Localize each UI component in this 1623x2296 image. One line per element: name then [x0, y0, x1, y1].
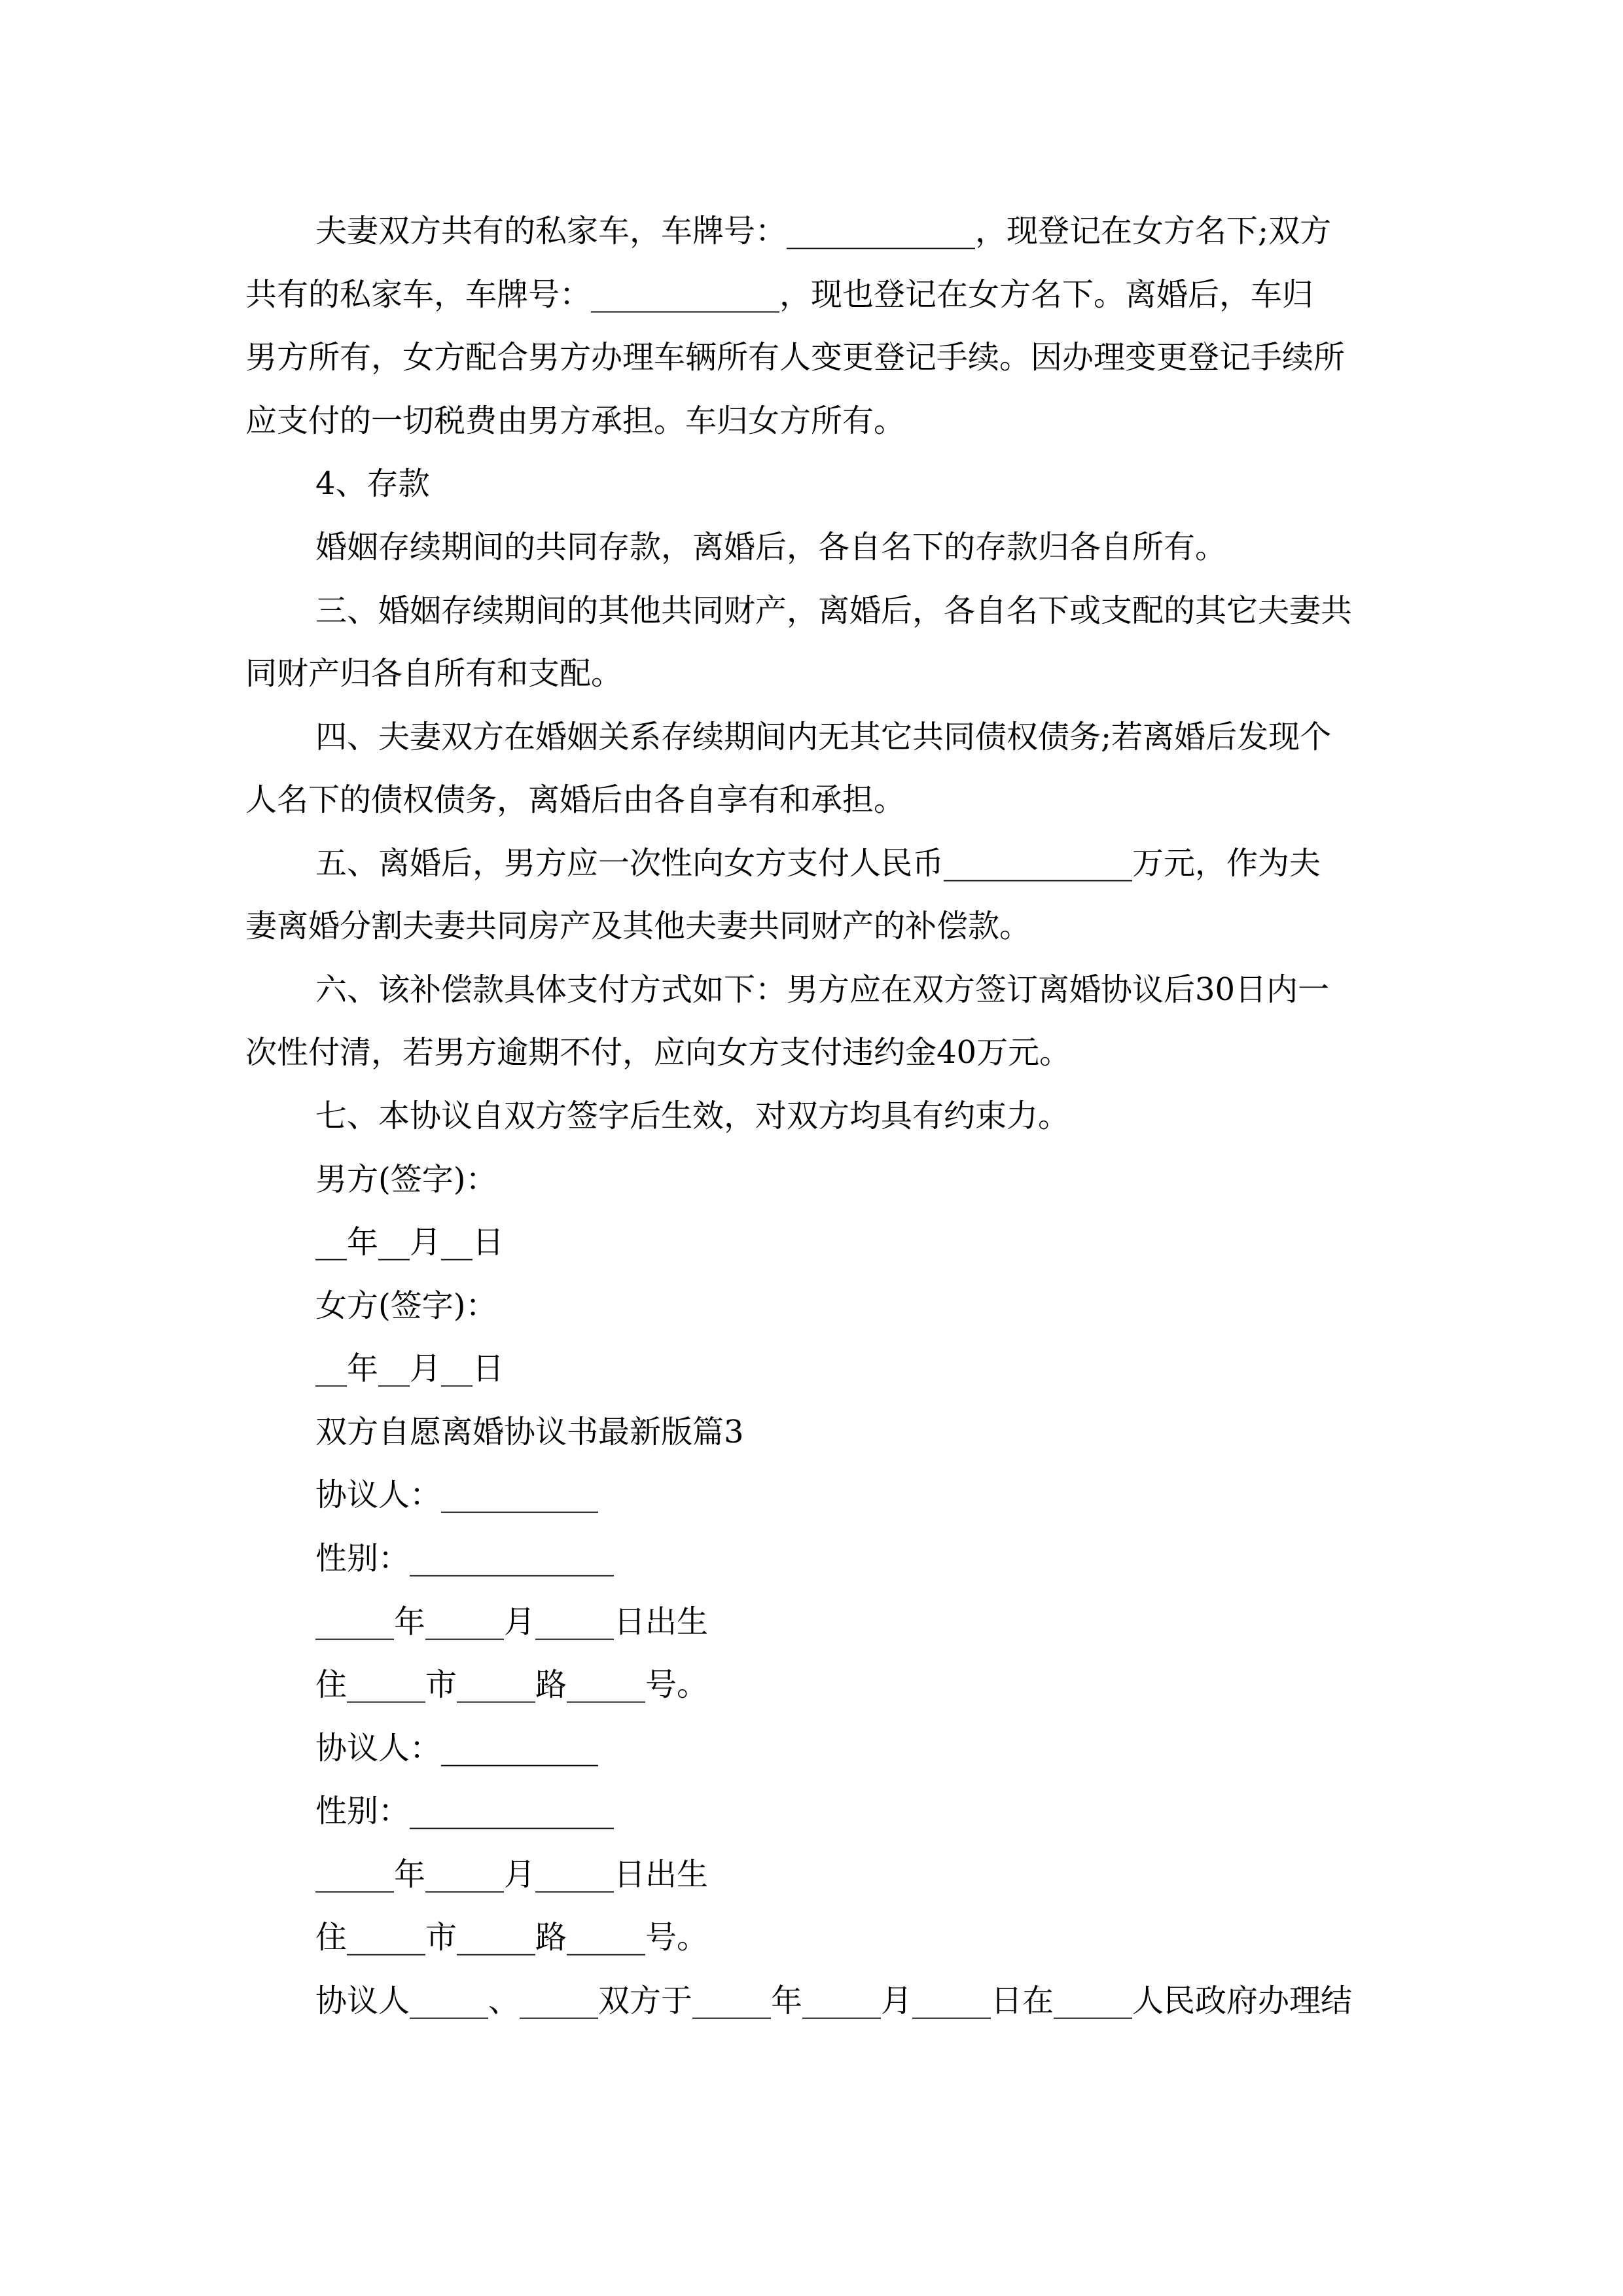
paragraph-line: 同财产归各自所有和支配。	[245, 655, 623, 692]
signature-label-female: 女方(签字)：	[315, 1287, 497, 1324]
paragraph-line: 夫妻双方共有的私家车，车牌号：____________，现登记在女方名下;双方	[315, 213, 1332, 249]
paragraph-line: 四、夫妻双方在婚姻关系存续期间内无其它共同债权债务;若离婚后发现个	[315, 719, 1332, 755]
paragraph-line: 人名下的债权债务，离婚后由各自享有和承担。	[245, 781, 906, 818]
paragraph-line: 三、婚姻存续期间的其他共同财产，离婚后，各自名下或支配的其它夫妻共	[315, 592, 1353, 629]
signature-date-female: __年__月__日	[315, 1350, 505, 1387]
paragraph-line: 婚姻存续期间的共同存款，离婚后，各自名下的存款归各自所有。	[315, 529, 1227, 565]
section-heading: 4、存款	[315, 465, 430, 502]
paragraph-line: 七、本协议自双方签字后生效，对双方均具有约束力。	[315, 1098, 1070, 1134]
signature-label-male: 男方(签字)：	[315, 1161, 497, 1198]
party-name-field: 协议人：__________	[315, 1477, 599, 1513]
paragraph-line: 五、离婚后，男方应一次性向女方支付人民币____________万元，作为夫	[315, 845, 1321, 882]
party-gender-field: 性别：_____________	[315, 1540, 615, 1577]
party-address-field: 住_____市_____路_____号。	[315, 1666, 709, 1703]
party-birth-field: _____年_____月_____日出生	[315, 1856, 709, 1893]
signature-date-male: __年__月__日	[315, 1224, 505, 1261]
party-birth-field: _____年_____月_____日出生	[315, 1604, 709, 1640]
paragraph-line: 共有的私家车，车牌号：____________，现也登记在女方名下。离婚后，车归	[245, 276, 1314, 313]
paragraph-line: 协议人_____、_____双方于_____年_____月_____日在_____人民政府办理结	[315, 1982, 1353, 2019]
paragraph-line: 次性付清，若男方逾期不付，应向女方支付违约金40万元。	[245, 1034, 1071, 1071]
party-gender-field: 性别：_____________	[315, 1793, 615, 1829]
party-name-field: 协议人：__________	[315, 1730, 599, 1767]
paragraph-line: 妻离婚分割夫妻共同房产及其他夫妻共同财产的补偿款。	[245, 908, 1031, 944]
paragraph-line: 应支付的一切税费由男方承担。车归女方所有。	[245, 403, 906, 439]
party-address-field: 住_____市_____路_____号。	[315, 1919, 709, 1956]
paragraph-line: 六、该补偿款具体支付方式如下：男方应在双方签订离婚协议后30日内一	[315, 971, 1330, 1008]
section-title: 双方自愿离婚协议书最新版篇3	[315, 1414, 744, 1450]
paragraph-line: 男方所有，女方配合男方办理车辆所有人变更登记手续。因办理变更登记手续所	[245, 339, 1346, 376]
